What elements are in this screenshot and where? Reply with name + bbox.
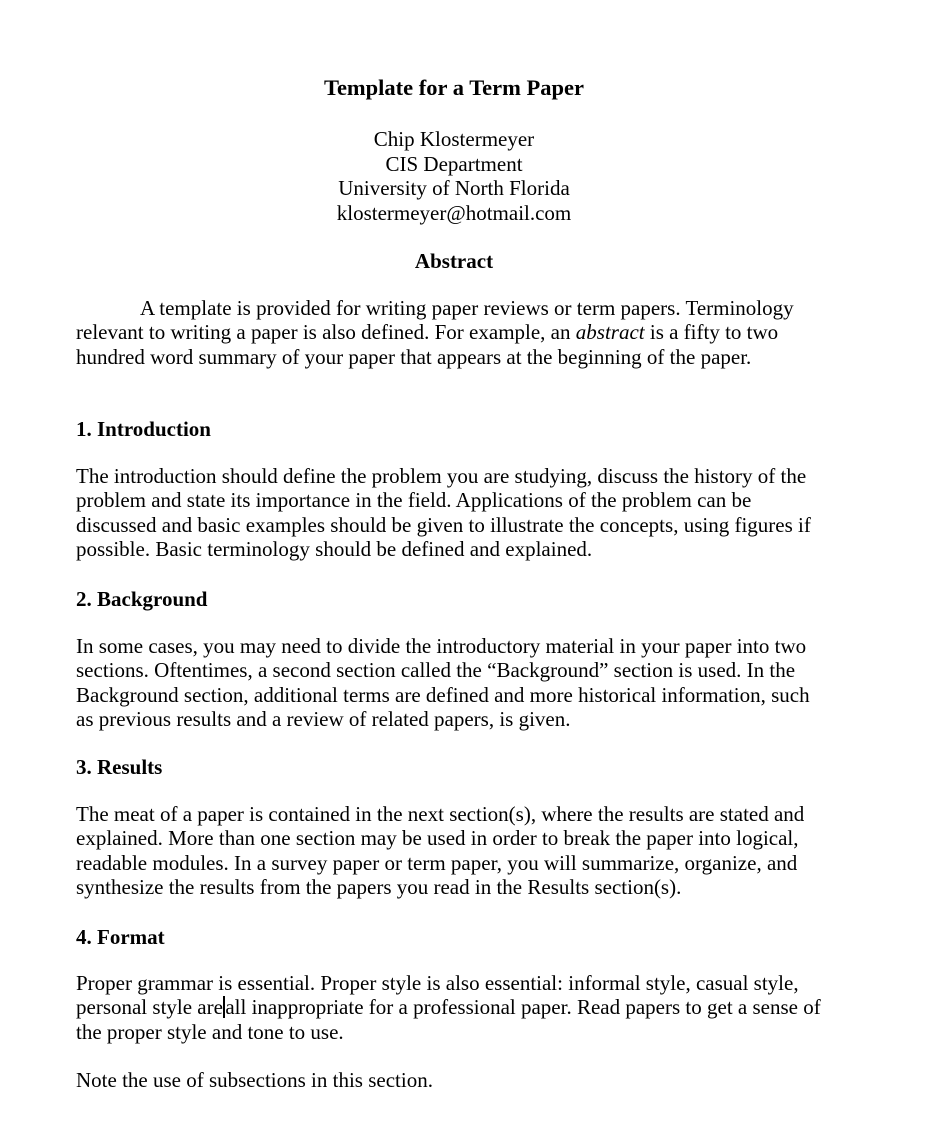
paragraph-line: The meat of a paper is contained in the next section(s), where the results are stated and [76, 802, 805, 826]
abstract-line-2 [76, 320, 836, 344]
abstract-line-3: hundred word summary of your paper that appears at the beginning of the paper. [76, 344, 752, 369]
section-paragraph-results[interactable] [76, 802, 836, 899]
paragraph-line: readable modules. In a survey paper or term paper, you will summarize, organize, and [76, 850, 798, 875]
section-heading-introduction: 1. Introduction [76, 417, 211, 441]
abstract-term-italic: abstract [575, 320, 645, 345]
paragraph-line: synthesize the results from the papers you read in the Results section(s). [76, 874, 682, 899]
section-paragraph-introduction[interactable] [76, 464, 836, 561]
paragraph-line: In some cases, you may need to divide the introductory material in your paper into two [76, 634, 807, 658]
paragraph-line: discussed and basic examples should be given to illustrate the concepts, using figures if [76, 512, 811, 537]
author-department: CIS Department [385, 151, 523, 176]
section-heading-results: 3. Results [76, 755, 163, 779]
author-name: Chip Klostermeyer [373, 127, 535, 151]
text-before-cursor: personal style are [76, 995, 223, 1020]
abstract-paragraph[interactable] [76, 296, 836, 369]
abstract-heading: Abstract [414, 249, 494, 273]
paragraph-line: as previous results and a review of related papers, is given. [76, 706, 571, 731]
abstract-line-2-start: relevant to writing a paper is also defined. For example, an [76, 320, 576, 345]
paragraph-line: Proper grammar is essential. Proper style is also essential: informal style, casual style, [76, 971, 799, 995]
paragraph-line: explained. More than one section may be used in order to break the paper into logical, [76, 826, 799, 851]
abstract-line-1: A template is provided for writing paper reviews or term papers. Terminology [140, 296, 794, 320]
paragraph-line: sections. Oftentimes, a second section called the “Background” section is used. In the [76, 658, 796, 683]
document-title: Template for a Term Paper [324, 75, 584, 100]
paragraph-line: Background section, additional terms are defined and more historical information, such [76, 682, 810, 707]
paragraph-line: problem and state its importance in the field. Applications of the problem can be [76, 488, 752, 513]
author-email: klostermeyer@hotmail.com [336, 200, 572, 225]
section-heading-format: 4. Format [76, 925, 165, 949]
abstract-line-2-end: is a fifty to two [644, 320, 779, 345]
author-university: University of North Florida [338, 176, 570, 200]
author-block [76, 127, 832, 225]
section-heading-background: 2. Background [76, 587, 208, 611]
section-paragraph-background[interactable] [76, 634, 836, 731]
text-after-cursor: all inappropriate for a professional paper. Read papers to get a sense of [225, 995, 821, 1020]
section-paragraph-format[interactable] [76, 971, 836, 1044]
paragraph-line: Note the use of subsections in this section. [76, 1068, 433, 1092]
paragraph-line-with-cursor [76, 995, 836, 1019]
paragraph-line: the proper style and tone to use. [76, 1019, 344, 1044]
paragraph-line: The introduction should define the problem you are studying, discuss the history of the [76, 464, 807, 488]
paragraph-line: possible. Basic terminology should be defined and explained. [76, 536, 593, 561]
format-note-paragraph[interactable] [76, 1068, 836, 1092]
